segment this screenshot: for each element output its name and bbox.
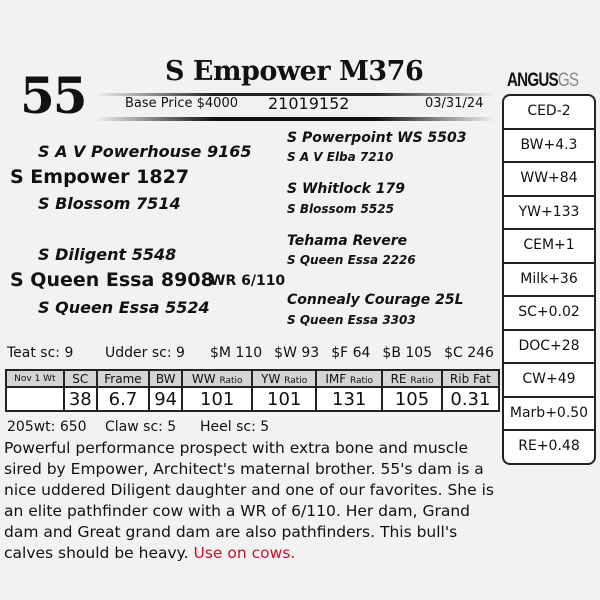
pedigree-sd-sire: S Whitlock 179: [287, 181, 405, 197]
table-cell: 94: [149, 387, 182, 411]
index-value: $C 246: [444, 345, 494, 361]
epd-column: [502, 94, 596, 465]
animal-name: S Empower M376: [165, 56, 424, 87]
registration-number: 21019152: [268, 94, 350, 113]
header-label: Nov 1 Wt: [14, 373, 56, 384]
pedigree-dd-dam: S Queen Essa 3303: [287, 313, 416, 327]
header-sublabel: Ratio: [410, 375, 434, 386]
table-cell: 101: [252, 387, 316, 411]
udder-score: Udder sc: 9: [105, 345, 185, 361]
column-header: [182, 370, 252, 387]
header-label: SC: [72, 371, 89, 386]
dam-wr: WR 6/110: [210, 273, 286, 289]
epd-cell: RE+0.48: [518, 438, 580, 454]
index-value: $B 105: [382, 345, 433, 361]
column-header: [382, 370, 442, 387]
table-cell: 101: [182, 387, 252, 411]
epd-cell: CED-2: [504, 96, 594, 130]
column-header: [149, 370, 182, 387]
pedigree-ss-sire: S Powerpoint WS 5503: [287, 130, 467, 146]
pedigree-sire: S Empower 1827: [10, 166, 190, 188]
table-cell: 0.31: [442, 387, 499, 411]
claw-score: Claw sc: 5: [105, 419, 177, 435]
epd-cell: YW+133: [504, 197, 594, 231]
header-label: Rib Fat: [449, 371, 491, 386]
table-cell: 6.7: [97, 387, 149, 411]
header-label: RE: [390, 371, 407, 386]
table-cell: 131: [316, 387, 382, 411]
index-values: [210, 345, 506, 361]
epd-cell: Milk+36: [504, 264, 594, 298]
pedigree-sire-dam: S Blossom 7514: [38, 194, 181, 213]
pedigree-ss-dam: S A V Elba 7210: [287, 150, 394, 164]
pedigree-dam: S Queen Essa 8908: [10, 269, 214, 291]
epd-cell: CW+49: [504, 364, 594, 398]
pedigree-ds-sire: Tehama Revere: [287, 233, 408, 249]
table-cell: 105: [382, 387, 442, 411]
pedigree-dam-sire: S Diligent 5548: [38, 245, 177, 264]
description-highlight: Use on cows.: [193, 544, 296, 562]
description: Powerful performance prospect with extra bone and muscle sired by Empower, Architect's maternal brother. 55's dam is a nice uddered Diligent daughter and one of our favorites. She is an elite pathfinder cow with a WR of 6/110. Her dam, Grand dam and Great grand dam are also pathfinders. This bull's calves should be heavy. Use on cows.: [4, 439, 494, 562]
header-label: YW: [261, 371, 281, 386]
header-sublabel: Ratio: [219, 375, 243, 386]
table-cell: 38: [64, 387, 97, 411]
header-label: Frame: [104, 371, 142, 386]
column-header: [6, 370, 64, 387]
column-header: [97, 370, 149, 387]
pedigree-sd-dam: S Blossom 5525: [287, 202, 394, 216]
epd-cell: BW+4.3: [504, 130, 594, 164]
angus-logo: ANGUSGS: [507, 70, 579, 91]
index-value: $M 110: [210, 345, 263, 361]
header-label: IMF: [325, 371, 347, 386]
column-header: [442, 370, 499, 387]
index-value: $W 93: [274, 345, 320, 361]
base-price: Base Price $4000: [125, 96, 238, 111]
header-sublabel: Ratio: [349, 375, 374, 386]
205-weight: 205wt: 650: [7, 419, 87, 435]
epd-cell: WW+84: [504, 163, 594, 197]
epd-cell: CEM+1: [504, 230, 594, 264]
birth-date: 03/31/24: [425, 96, 484, 111]
pedigree-dd-sire: Connealy Courage 25L: [287, 292, 464, 308]
performance-table: [5, 369, 500, 412]
pedigree-dam-dam: S Queen Essa 5524: [38, 298, 210, 317]
pedigree-sire-sire: S A V Powerhouse 9165: [38, 142, 252, 161]
header-label: WW: [191, 371, 216, 386]
epd-cell: Marb+0.50: [504, 398, 594, 432]
pedigree-ds-dam: S Queen Essa 2226: [287, 253, 416, 267]
header-label: BW: [155, 371, 176, 386]
column-header: [316, 370, 382, 387]
header-sublabel: Ratio: [284, 375, 308, 386]
divider: [95, 117, 495, 121]
table-cell: [6, 387, 64, 411]
index-value: $F 64: [331, 345, 371, 361]
epd-cell: SC+0.02: [504, 297, 594, 331]
column-header: [64, 370, 97, 387]
lot-number: 55: [20, 66, 86, 125]
heel-score: Heel sc: 5: [200, 419, 270, 435]
epd-cell: DOC+28: [504, 331, 594, 365]
teat-score: Teat sc: 9: [7, 345, 74, 361]
column-header: [252, 370, 316, 387]
